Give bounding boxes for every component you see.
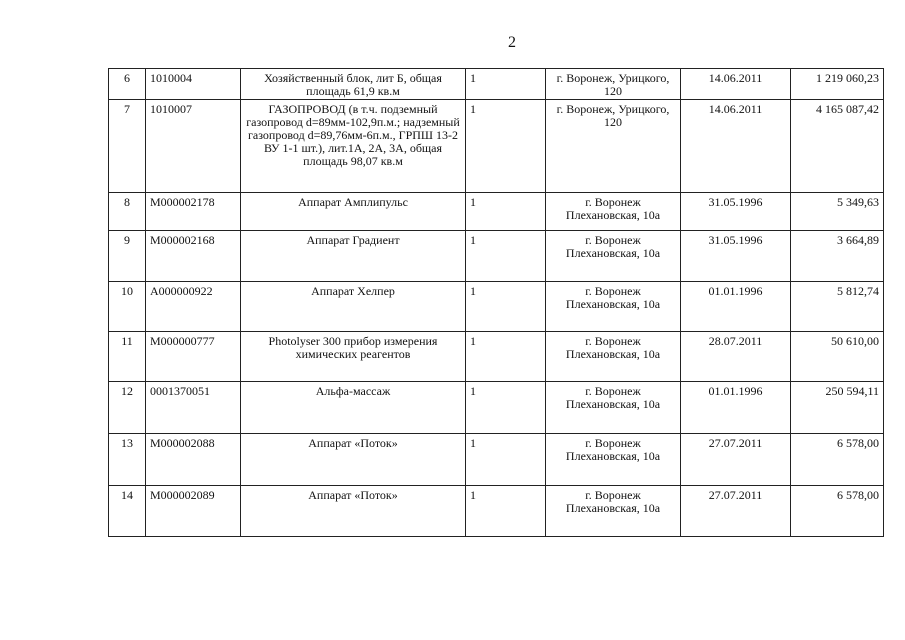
table-row — [109, 193, 884, 231]
page-number: 2 — [508, 34, 516, 51]
inventory-number: М000002168 — [146, 231, 241, 282]
row-number: 12 — [109, 382, 146, 434]
asset-quantity: 1 — [466, 434, 546, 486]
acquisition-date: 14.06.2011 — [681, 100, 791, 193]
acquisition-date: 14.06.2011 — [681, 69, 791, 100]
asset-address: г. Воронеж Плехановская, 10а — [546, 231, 681, 282]
asset-quantity: 1 — [466, 69, 546, 100]
asset-quantity: 1 — [466, 382, 546, 434]
asset-cost: 1 219 060,23 — [791, 69, 884, 100]
acquisition-date: 28.07.2011 — [681, 332, 791, 382]
asset-quantity: 1 — [466, 193, 546, 231]
table-row — [109, 434, 884, 486]
asset-address: г. Воронеж Плехановская, 10а — [546, 486, 681, 537]
table-row — [109, 282, 884, 332]
asset-cost: 4 165 087,42 — [791, 100, 884, 193]
inventory-number: 0001370051 — [146, 382, 241, 434]
asset-quantity: 1 — [466, 231, 546, 282]
asset-quantity: 1 — [466, 486, 546, 537]
asset-quantity: 1 — [466, 282, 546, 332]
asset-quantity: 1 — [466, 100, 546, 193]
asset-address: г. Воронеж Плехановская, 10а — [546, 282, 681, 332]
acquisition-date: 27.07.2011 — [681, 434, 791, 486]
acquisition-date: 01.01.1996 — [681, 282, 791, 332]
row-number: 11 — [109, 332, 146, 382]
row-number: 10 — [109, 282, 146, 332]
table-row — [109, 382, 884, 434]
inventory-number: М000002089 — [146, 486, 241, 537]
asset-name: Аппарат Амплипульс — [241, 193, 466, 231]
asset-name: Аппарат «Поток» — [241, 434, 466, 486]
asset-cost: 6 578,00 — [791, 434, 884, 486]
asset-cost: 3 664,89 — [791, 231, 884, 282]
asset-name: Аппарат Градиент — [241, 231, 466, 282]
asset-name: Аппарат «Поток» — [241, 486, 466, 537]
row-number: 8 — [109, 193, 146, 231]
asset-name: ГАЗОПРОВОД (в т.ч. подземный газопровод d=89мм-102,9п.м.; надземный газопровод d=89,76мм-6п.м., ГРПШ 13-2 ВУ 1-1 шт.), лит.1А, 2А, 3А, общая площадь 98,07 кв.м — [241, 100, 466, 193]
asset-cost: 5 812,74 — [791, 282, 884, 332]
asset-address: г. Воронеж Плехановская, 10а — [546, 332, 681, 382]
table-row — [109, 69, 884, 100]
asset-name: Хозяйственный блок, лит Б, общая площадь 61,9 кв.м — [241, 69, 466, 100]
inventory-number: М000002088 — [146, 434, 241, 486]
row-number: 14 — [109, 486, 146, 537]
asset-cost: 250 594,11 — [791, 382, 884, 434]
inventory-number: А000000922 — [146, 282, 241, 332]
asset-address: г. Воронеж, Урицкого, 120 — [546, 69, 681, 100]
acquisition-date: 01.01.1996 — [681, 382, 791, 434]
table-row — [109, 231, 884, 282]
table-row — [109, 100, 884, 193]
row-number: 13 — [109, 434, 146, 486]
asset-name: Photolyser 300 прибор измерения химических реагентов — [241, 332, 466, 382]
inventory-number: М000002178 — [146, 193, 241, 231]
asset-address: г. Воронеж Плехановская, 10а — [546, 193, 681, 231]
asset-name: Аппарат Хелпер — [241, 282, 466, 332]
inventory-number: М000000777 — [146, 332, 241, 382]
acquisition-date: 27.07.2011 — [681, 486, 791, 537]
asset-address: г. Воронеж Плехановская, 10а — [546, 382, 681, 434]
asset-address: г. Воронеж Плехановская, 10а — [546, 434, 681, 486]
table-row — [109, 486, 884, 537]
asset-cost: 6 578,00 — [791, 486, 884, 537]
asset-name: Альфа-массаж — [241, 382, 466, 434]
inventory-number: 1010007 — [146, 100, 241, 193]
table-row — [109, 332, 884, 382]
row-number: 7 — [109, 100, 146, 193]
asset-cost: 50 610,00 — [791, 332, 884, 382]
asset-table — [108, 68, 884, 537]
acquisition-date: 31.05.1996 — [681, 231, 791, 282]
row-number: 6 — [109, 69, 146, 100]
acquisition-date: 31.05.1996 — [681, 193, 791, 231]
inventory-number: 1010004 — [146, 69, 241, 100]
asset-quantity: 1 — [466, 332, 546, 382]
asset-address: г. Воронеж, Урицкого, 120 — [546, 100, 681, 193]
row-number: 9 — [109, 231, 146, 282]
asset-cost: 5 349,63 — [791, 193, 884, 231]
